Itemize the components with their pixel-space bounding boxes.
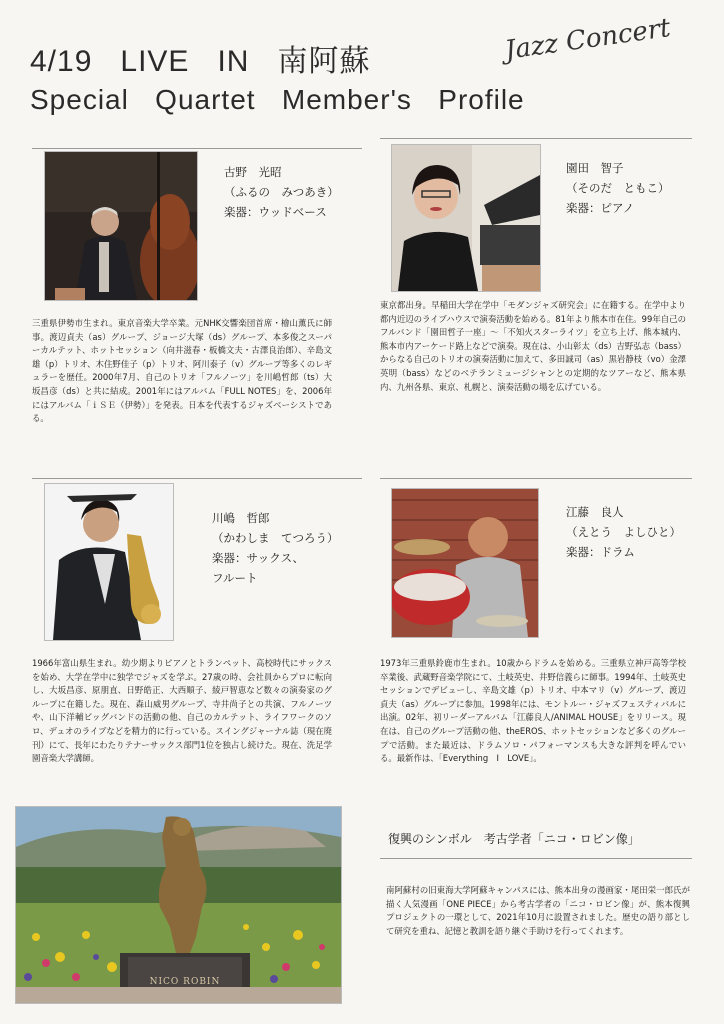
member-reading-kawashima: （かわしま てつろう） xyxy=(212,531,339,545)
member-bio-kawashima: 1966年富山県生まれ。幼少期よりピアノとトランペット、高校時代にサックスを始め、大学在学中に独学でジャズを学ぶ。27歳の時、会社員からプロに転向し、大坂昌彦、原朋直、日野皓正、大西順子、綾戸智恵など数々の演奏家のグループに在籍した。現在、森山威男グループ、寺井尚子との共演、フルノーツや、山下洋輔ビッグバンドの活動の他、自己のカルテット、ライフワークのソロ、デュオのライブなどを精力的に行っている。スイングジャーナル誌（現在廃刊）にて、長年にわたりテナーサックス部門1位を独占し続けた。現在、洗足学園音楽大学講師。 xyxy=(32,658,332,764)
statue-description: 南阿蘇村の旧東海大学阿蘇キャンパスには、熊本出身の漫画家・尾田栄一郎氏が描く人気漫画「ONE PIECE」から考古学者の「ニコ・ロビン像」が、熊本復興プロジェクトの一環として、2021年10月に設置されました。歴史の語り部として研究を重ね、記憶と教訓を語り継ぐ手助けを行ってくれます。 xyxy=(386,885,690,936)
member-instrument-kawashima: 楽器：サックス、 xyxy=(212,551,304,565)
member-instrument-furuno: 楽器：ウッドベース xyxy=(224,205,327,219)
photo-eto xyxy=(391,488,539,638)
jazz-concert-logo xyxy=(498,6,708,66)
title-line-1: 4/19 LIVE IN 南阿蘇 xyxy=(30,45,371,78)
member-instrument2-kawashima: フルート xyxy=(212,571,258,585)
divider xyxy=(380,138,692,139)
member-reading-furuno: （ふるの みつあき） xyxy=(224,185,339,199)
divider xyxy=(380,478,692,479)
member-bio-sonoda: 東京都出身。早稲田大学在学中「モダンジャズ研究会」に在籍する。在学中より都内近辺のライブハウスで演奏活動を始める。81年より熊本市在住。99年自己のフルバンド「園田哲子一座」〜「不知火スターライツ」を立ち上げ、熊本城内、熊本市内アーケード路上などで演奏。現在は、小山彰太（ds）吉野弘志（bass）からなる自己のトリオの演奏活動に加えて、多田誠司（as）黒岩静枝（vo）金澤英明（bass）などのベテランミュージシャンとの定期的なツアーなど、熊本県内、九州各県、東京、札幌と、演奏活動の場を広げている。 xyxy=(380,300,686,392)
member-name-eto: 江藤 良人 xyxy=(566,505,624,519)
member-bio-furuno: 三重県伊勢市生まれ。東京音楽大学卒業。元NHK交響楽団首席・檜山薫氏に師事。渡辺貞夫（as）グループ、ジョージ大塚（ds）グループ、本多俊之スーパーカルテット、ホットセッション（向井滋春・板橋文夫・古澤良治郎）、辛島文雄（p）トリオ、木住野佳子（p）トリオ、阿川泰子（v）グループ等多くのレギュラーを歴任。2000年7月、自己のトリオ「フルノーツ」を川嶋哲郎（ts）大坂昌彦（ds）と共に結成。2001年にはアルバム「FULL NOTES」を、2006年にはアルバム「ｉＳＥ（伊勢）」を発表。日本を代表するジャズベーシストである。 xyxy=(32,318,332,424)
photo-furuno xyxy=(44,151,198,301)
member-name-sonoda: 園田 智子 xyxy=(566,161,624,175)
statue-caption: 復興のシンボル 考古学者「ニコ・ロビン像」 xyxy=(388,832,640,846)
title-line-2: Special Quartet Member's Profile xyxy=(30,84,525,115)
member-instrument-eto: 楽器：ドラム xyxy=(566,545,635,559)
member-name-kawashima: 川嶋 哲郎 xyxy=(212,511,270,525)
photo-kawashima xyxy=(44,483,174,641)
member-reading-sonoda: （そのだ ともこ） xyxy=(566,181,670,195)
divider xyxy=(380,858,692,859)
statue-plaque-text: NICO ROBIN xyxy=(149,977,221,987)
photo-sonoda xyxy=(391,144,541,292)
divider xyxy=(32,478,362,479)
photo-nico-robin-statue xyxy=(15,806,342,1004)
member-instrument-sonoda: 楽器：ピアノ xyxy=(566,201,635,215)
member-bio-eto: 1973年三重県鈴鹿市生まれ。10歳からドラムを始める。三重県立神戸高等学校卒業後、武蔵野音楽学院にて、土岐英史、井野信義らに師事。1994年、土岐英史セッションでデビューし、辛島文雄（p）トリオ、中本マリ（v）グループ、渡辺貞夫（as）グループに参加。1998年には、モントルー・ジャズフェスティバルに出演。02年、初リーダーアルバム「江藤良人/ANIMAL HOUSE」をリリース。現在は、自己のグループ活動の他、theEROS、ホットセッションなど多くのグループで活動。また最近は、ドラムソロ・パフォーマンスも大きな評判を呼んでいる。最新作は、「Everything I LOVE」。 xyxy=(380,658,686,764)
jazz-concert-text: Jazz Concert xyxy=(503,13,673,66)
divider xyxy=(32,148,362,149)
member-name-furuno: 古野 光昭 xyxy=(224,165,282,179)
member-reading-eto: （えとう よしひと） xyxy=(566,525,681,539)
